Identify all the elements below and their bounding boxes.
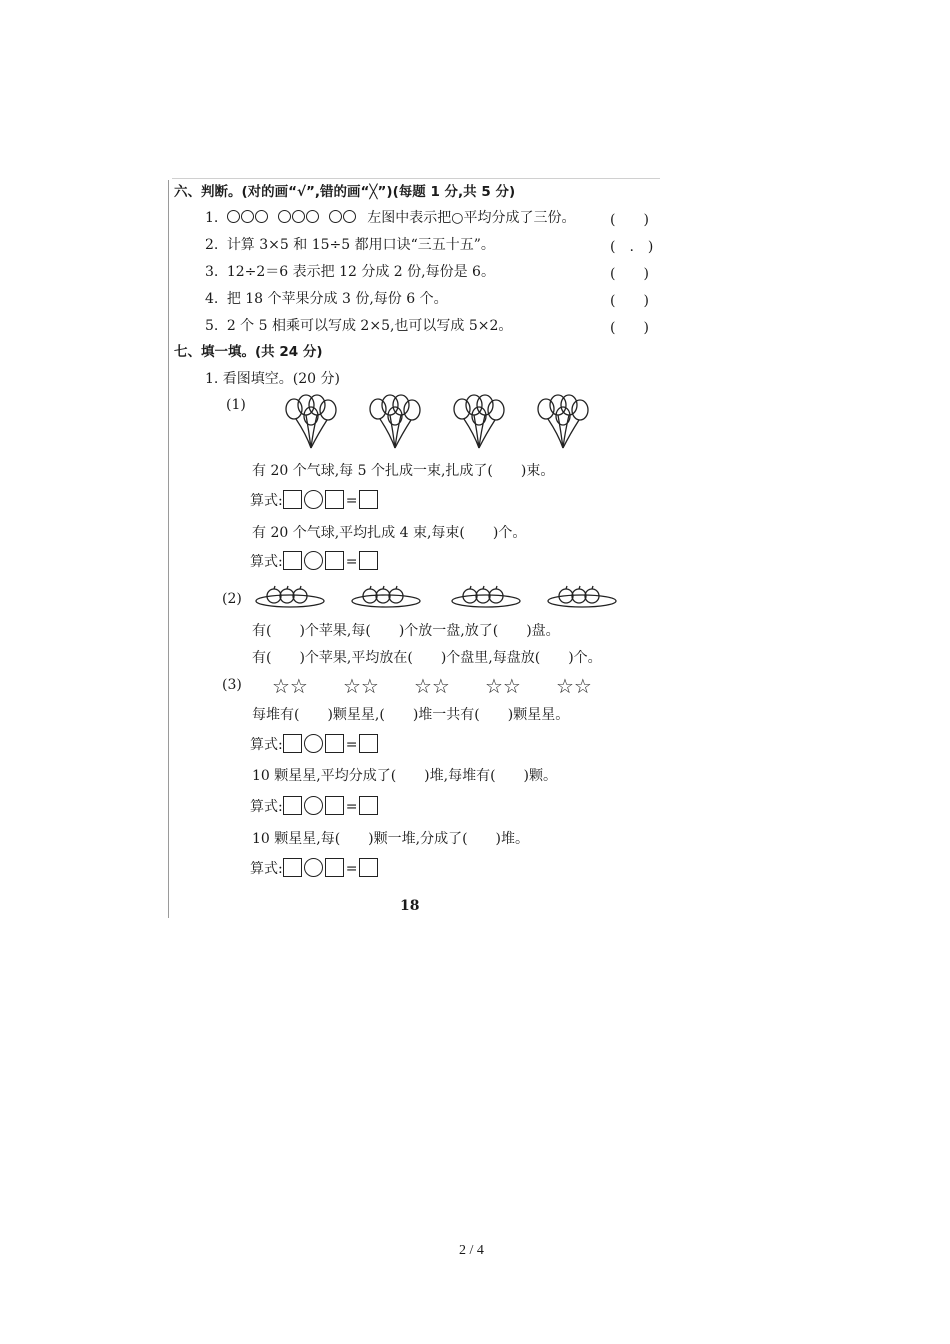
- answer-box[interactable]: [325, 858, 344, 877]
- scan-top-border: [172, 178, 660, 179]
- part1-line1: 有 20 个气球,每 5 个扎成一束,扎成了( )束。: [252, 463, 555, 479]
- balloon-bunch-icon: [370, 395, 420, 448]
- answer-box[interactable]: [283, 551, 302, 570]
- circle-group-icon: [227, 210, 357, 226]
- section6-item-5: 5. 2 个 5 相乘可以写成 2×5,也可以写成 5×2。: [205, 318, 513, 334]
- star-pair-icon: ☆☆: [556, 674, 592, 698]
- section6-item-3: 3. 12÷2＝6 表示把 12 分成 2 份,每份是 6。: [205, 264, 495, 280]
- answer-box[interactable]: [283, 796, 302, 815]
- part3-line2: 10 颗星星,平均分成了( )堆,每堆有( )颗。: [252, 768, 558, 784]
- answer-box[interactable]: [359, 734, 378, 753]
- star-pair-icon: ☆☆: [485, 674, 521, 698]
- operator-circle[interactable]: [304, 796, 323, 815]
- scan-left-border: [168, 180, 169, 918]
- answer-box[interactable]: [283, 858, 302, 877]
- apple-plate-icon: [256, 586, 324, 607]
- apple-plate-icon: [548, 586, 616, 607]
- section6-title: 六、判断。(对的画“√”,错的画“╳”)(每题 1 分,共 5 分): [174, 184, 516, 200]
- formula-row-5: 算式: =: [250, 858, 378, 878]
- section6-item-2: 2. 计算 3×5 和 15÷5 都用口诀“三五十五”。: [205, 237, 495, 253]
- star-pair-icon: ☆☆: [343, 674, 379, 698]
- document-page-indicator: 2 / 4: [459, 1243, 484, 1258]
- section6-item-1: 1. 左图中表示把○平均分成了三份。: [205, 210, 576, 226]
- operator-circle[interactable]: [304, 490, 323, 509]
- formula-row-1: 算式: =: [250, 490, 378, 510]
- part3-line1: 每堆有( )颗星星,( )堆一共有( )颗星星。: [252, 707, 570, 723]
- formula-row-4: 算式: =: [250, 796, 378, 816]
- answer-box[interactable]: [359, 858, 378, 877]
- answer-paren-2[interactable]: ( . ): [610, 239, 654, 255]
- answer-box[interactable]: [325, 734, 344, 753]
- section7-title: 七、填一填。(共 24 分): [174, 344, 323, 360]
- answer-paren-5[interactable]: ( ): [610, 320, 649, 336]
- answer-box[interactable]: [283, 490, 302, 509]
- part1-line2: 有 20 个气球,平均扎成 4 束,每束( )个。: [252, 525, 527, 541]
- part2-label: (2): [222, 591, 242, 607]
- answer-paren-1[interactable]: ( ): [610, 212, 649, 228]
- balloon-bunch-icon: [286, 395, 336, 448]
- q1-title: 1. 看图填空。(20 分): [205, 371, 340, 387]
- part2-line1: 有( )个苹果,每( )个放一盘,放了( )盘。: [252, 623, 560, 639]
- apple-plate-icon: [352, 586, 420, 607]
- star-pair-icon: ☆☆: [272, 674, 308, 698]
- answer-box[interactable]: [325, 796, 344, 815]
- apple-plates-figure: [254, 583, 620, 613]
- answer-box[interactable]: [359, 551, 378, 570]
- answer-paren-4[interactable]: ( ): [610, 293, 649, 309]
- formula-row-2: 算式: =: [250, 551, 378, 571]
- answer-box[interactable]: [359, 490, 378, 509]
- section6-item-4: 4. 把 18 个苹果分成 3 份,每份 6 个。: [205, 291, 448, 307]
- answer-box[interactable]: [359, 796, 378, 815]
- apple-plate-icon: [452, 586, 520, 607]
- operator-circle[interactable]: [304, 858, 323, 877]
- star-pair-icon: ☆☆: [414, 674, 450, 698]
- operator-circle[interactable]: [304, 551, 323, 570]
- formula-row-3: 算式: =: [250, 734, 378, 754]
- part3-label: (3): [222, 677, 242, 693]
- balloons-figure: [280, 392, 610, 460]
- operator-circle[interactable]: [304, 734, 323, 753]
- answer-box[interactable]: [283, 734, 302, 753]
- part1-label: (1): [226, 397, 246, 413]
- answer-box[interactable]: [325, 551, 344, 570]
- answer-box[interactable]: [325, 490, 344, 509]
- balloon-bunch-icon: [454, 395, 504, 448]
- balloon-bunch-icon: [538, 395, 588, 448]
- answer-paren-3[interactable]: ( ): [610, 266, 649, 282]
- part2-line2: 有( )个苹果,平均放在( )个盘里,每盘放( )个。: [252, 650, 602, 666]
- scan-page-number: 18: [400, 898, 420, 914]
- part3-line3: 10 颗星星,每( )颗一堆,分成了( )堆。: [252, 831, 530, 847]
